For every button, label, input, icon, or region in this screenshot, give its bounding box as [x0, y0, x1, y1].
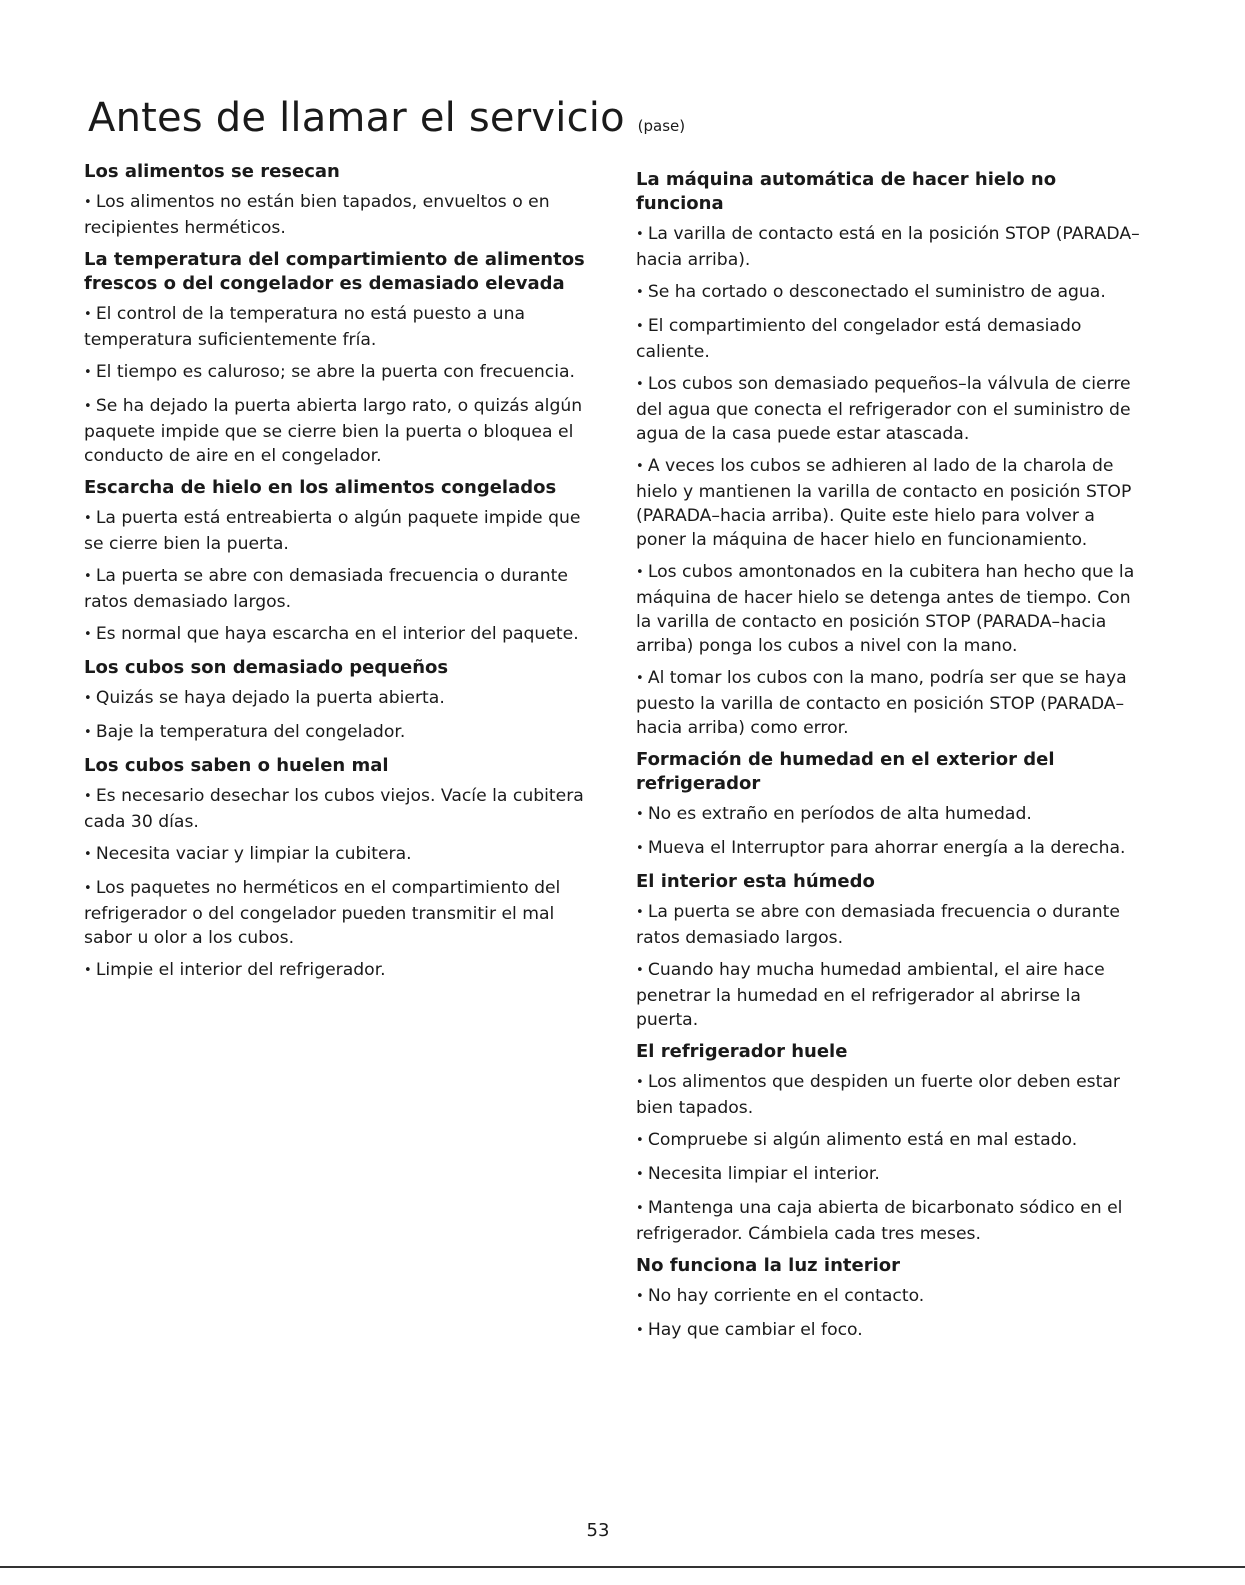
- list-item: • No hay corriente en el contacto.: [636, 1284, 1148, 1310]
- troubleshooting-section: [636, 1254, 1148, 1344]
- list-item: • Los alimentos no están bien tapados, envueltos o en recipientes herméticos.: [84, 190, 589, 240]
- section-heading: Formación de humedad en el exterior del refrigerador: [636, 749, 1055, 794]
- list-item: • Se ha cortado o desconectado el suministro de agua.: [636, 280, 1148, 306]
- list-item: • Mueva el Interruptor para ahorrar energía a la derecha.: [636, 836, 1148, 862]
- list-item: • Al tomar los cubos con la mano, podría ser que se haya puesto la varilla de contacto en posición STOP (PARADA–hacia arriba) como error.: [636, 666, 1148, 740]
- list-item: • No es extraño en períodos de alta humedad.: [636, 802, 1148, 828]
- bottom-rule: [0, 1566, 1245, 1568]
- page-title-text: Antes de llamar el servicio: [88, 95, 625, 141]
- list-item: • La puerta se abre con demasiada frecuencia o durante ratos demasiado largos.: [84, 564, 589, 614]
- list-item: • Quizás se haya dejado la puerta abierta.: [84, 686, 589, 712]
- section-heading: Escarcha de hielo en los alimentos congelados: [84, 477, 557, 498]
- list-item: • Es normal que haya escarcha en el interior del paquete.: [84, 622, 589, 648]
- section-heading: La temperatura del compartimiento de alimentos frescos o del congelador es demasiado elevada: [84, 249, 585, 294]
- list-item: • Cuando hay mucha humedad ambiental, el aire hace penetrar la humedad en el refrigerador al abrirse la puerta.: [636, 958, 1148, 1032]
- section-heading: Los cubos saben o huelen mal: [84, 755, 389, 776]
- page-title-suffix: (pase): [637, 117, 686, 135]
- troubleshooting-section: [636, 748, 1148, 862]
- list-item: • El control de la temperatura no está puesto a una temperatura suficientemente fría.: [84, 302, 589, 352]
- list-item: • El compartimiento del congelador está demasiado caliente.: [636, 314, 1148, 364]
- list-item: • A veces los cubos se adhieren al lado de la charola de hielo y mantienen la varilla de contacto en posición STOP (PARADA–hacia arriba). Quite este hielo para volver a poner la máquina de hacer hielo en funcionamiento.: [636, 454, 1148, 552]
- section-heading: La máquina automática de hacer hielo no funciona: [636, 169, 1057, 214]
- troubleshooting-section: [636, 1040, 1148, 1246]
- troubleshooting-section: [636, 168, 1148, 740]
- page-number: 53: [586, 1520, 610, 1541]
- left-column: [84, 160, 589, 992]
- list-item: • Los alimentos que despiden un fuerte olor deben estar bien tapados.: [636, 1070, 1148, 1120]
- list-item: • Mantenga una caja abierta de bicarbonato sódico en el refrigerador. Cámbiela cada tres meses.: [636, 1196, 1148, 1246]
- list-item: • Los cubos amontonados en la cubitera han hecho que la máquina de hacer hielo se detenga antes de tiempo. Con la varilla de contacto en posición STOP (PARADA–hacia arriba) ponga los cubos a nivel con la mano.: [636, 560, 1148, 658]
- list-item: • Compruebe si algún alimento está en mal estado.: [636, 1128, 1148, 1154]
- page-title: [88, 96, 685, 140]
- section-heading: No funciona la luz interior: [636, 1255, 900, 1276]
- list-item: • Los paquetes no herméticos en el compartimiento del refrigerador o del congelador pueden transmitir el mal sabor u olor a los cubos.: [84, 876, 589, 950]
- troubleshooting-section: [84, 476, 589, 648]
- section-heading: El interior esta húmedo: [636, 871, 875, 892]
- list-item: • Limpie el interior del refrigerador.: [84, 958, 589, 984]
- troubleshooting-section: [84, 248, 589, 468]
- troubleshooting-section: [636, 870, 1148, 1032]
- list-item: • Hay que cambiar el foco.: [636, 1318, 1148, 1344]
- troubleshooting-section: [84, 160, 589, 240]
- list-item: • La varilla de contacto está en la posición STOP (PARADA–hacia arriba).: [636, 222, 1148, 272]
- list-item: • El tiempo es caluroso; se abre la puerta con frecuencia.: [84, 360, 589, 386]
- list-item: • Se ha dejado la puerta abierta largo rato, o quizás algún paquete impide que se cierre bien la puerta o bloquea el conducto de aire en el congelador.: [84, 394, 589, 468]
- list-item: • Necesita limpiar el interior.: [636, 1162, 1148, 1188]
- troubleshooting-section: [84, 754, 589, 984]
- section-heading: Los cubos son demasiado pequeños: [84, 657, 449, 678]
- section-heading: Los alimentos se resecan: [84, 161, 340, 182]
- list-item: • Baje la temperatura del congelador.: [84, 720, 589, 746]
- section-heading: El refrigerador huele: [636, 1041, 848, 1062]
- list-item: • Es necesario desechar los cubos viejos. Vacíe la cubitera cada 30 días.: [84, 784, 589, 834]
- list-item: • Necesita vaciar y limpiar la cubitera.: [84, 842, 589, 868]
- troubleshooting-section: [84, 656, 589, 746]
- list-item: • Los cubos son demasiado pequeños–la válvula de cierre del agua que conecta el refrigerador con el suministro de agua de la casa puede estar atascada.: [636, 372, 1148, 446]
- right-column: [636, 168, 1148, 1352]
- list-item: • La puerta está entreabierta o algún paquete impide que se cierre bien la puerta.: [84, 506, 589, 556]
- list-item: • La puerta se abre con demasiada frecuencia o durante ratos demasiado largos.: [636, 900, 1148, 950]
